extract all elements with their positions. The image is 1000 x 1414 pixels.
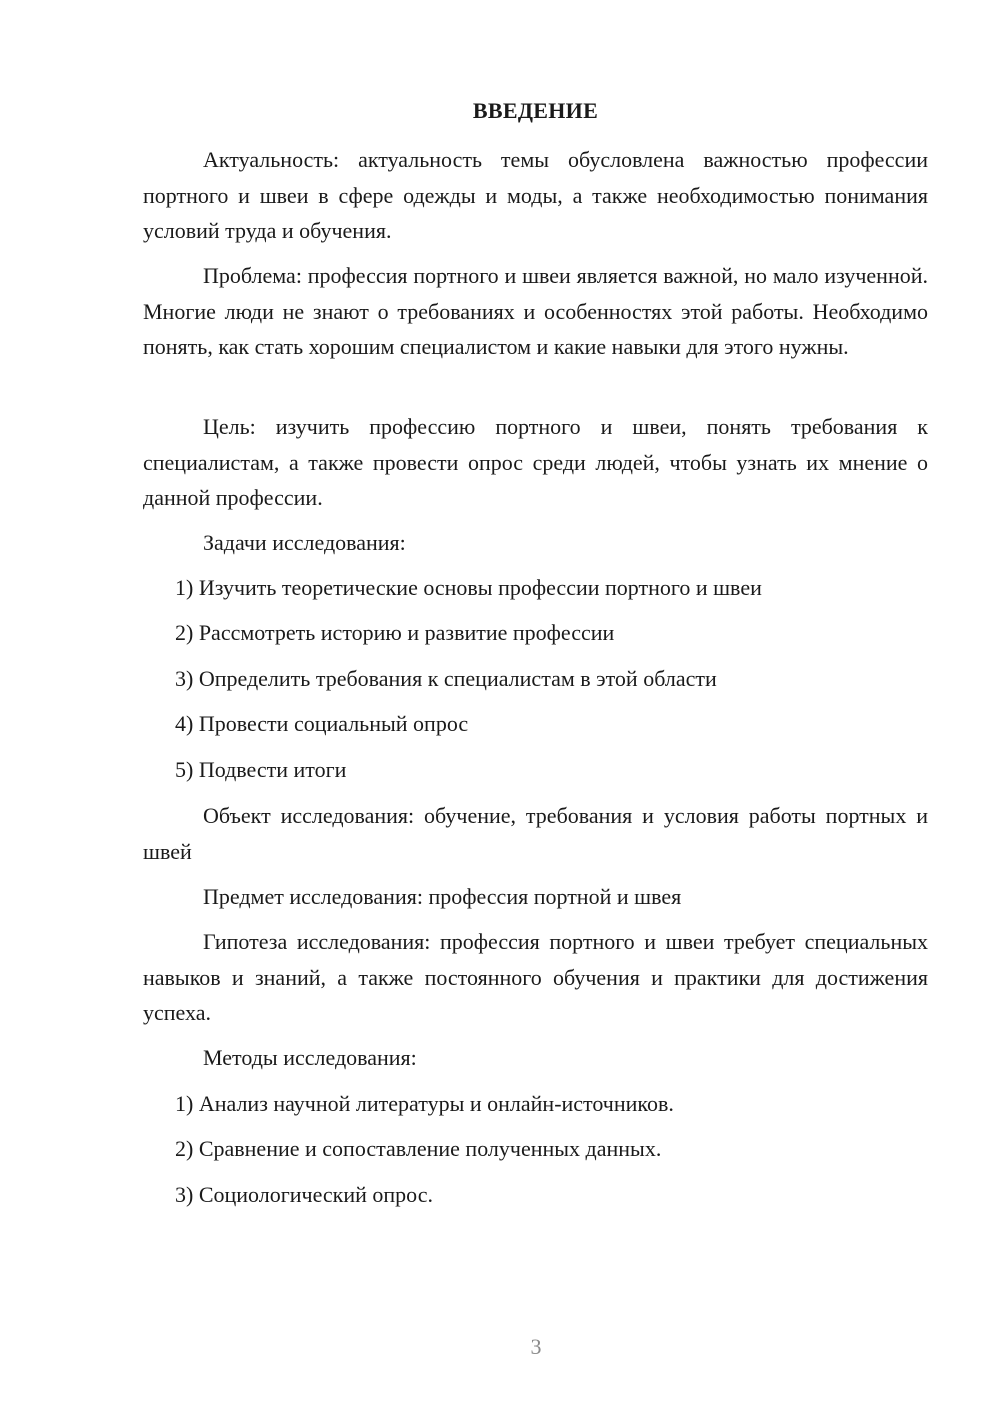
tasks-heading: Задачи исследования: [203,530,406,555]
object-paragraph: Объект исследования: обучение, требования и условия работы портных и швей [143,803,928,864]
method-item: 2) Сравнение и сопоставление полученных данных. [175,1136,662,1161]
page-title: ВВЕДЕНИЕ [472,98,599,123]
methods-heading: Методы исследования: [203,1045,417,1070]
relevance-paragraph: Актуальность: актуальность темы обусловлена важностью профессии портного и швеи в сфере одежды и моды, а также необходимостью понимания условий труда и обучения. [143,147,928,243]
goal-paragraph: Цель: изучить профессию портного и швеи, понять требования к специалистам, а также провести опрос среди людей, чтобы узнать их мнение о данной профессии. [143,414,928,510]
subject-paragraph: Предмет исследования: профессия портной и швея [203,884,682,909]
method-item: 1) Анализ научной литературы и онлайн-источников. [175,1091,674,1116]
task-item: 5) Подвести итоги [175,757,347,782]
task-item: 3) Определить требования к специалистам в этой области [175,666,717,691]
task-item: 1) Изучить теоретические основы профессии портного и швеи [175,575,762,600]
page-number: 3 [530,1334,542,1359]
task-item: 2) Рассмотреть историю и развитие профессии [175,620,615,645]
task-item: 4) Провести социальный опрос [175,711,469,736]
method-item: 3) Социологический опрос. [175,1182,433,1207]
hypothesis-paragraph: Гипотеза исследования: профессия портного и швеи требует специальных навыков и знаний, а также постоянного обучения и практики для достижения успеха. [143,929,928,1025]
problem-paragraph: Проблема: профессия портного и швеи является важной, но мало изученной. Многие люди не знают о требованиях и особенностях этой работы. Необходимо понять, как стать хорошим специалистом и какие навыки для этого нужны. [143,263,928,359]
